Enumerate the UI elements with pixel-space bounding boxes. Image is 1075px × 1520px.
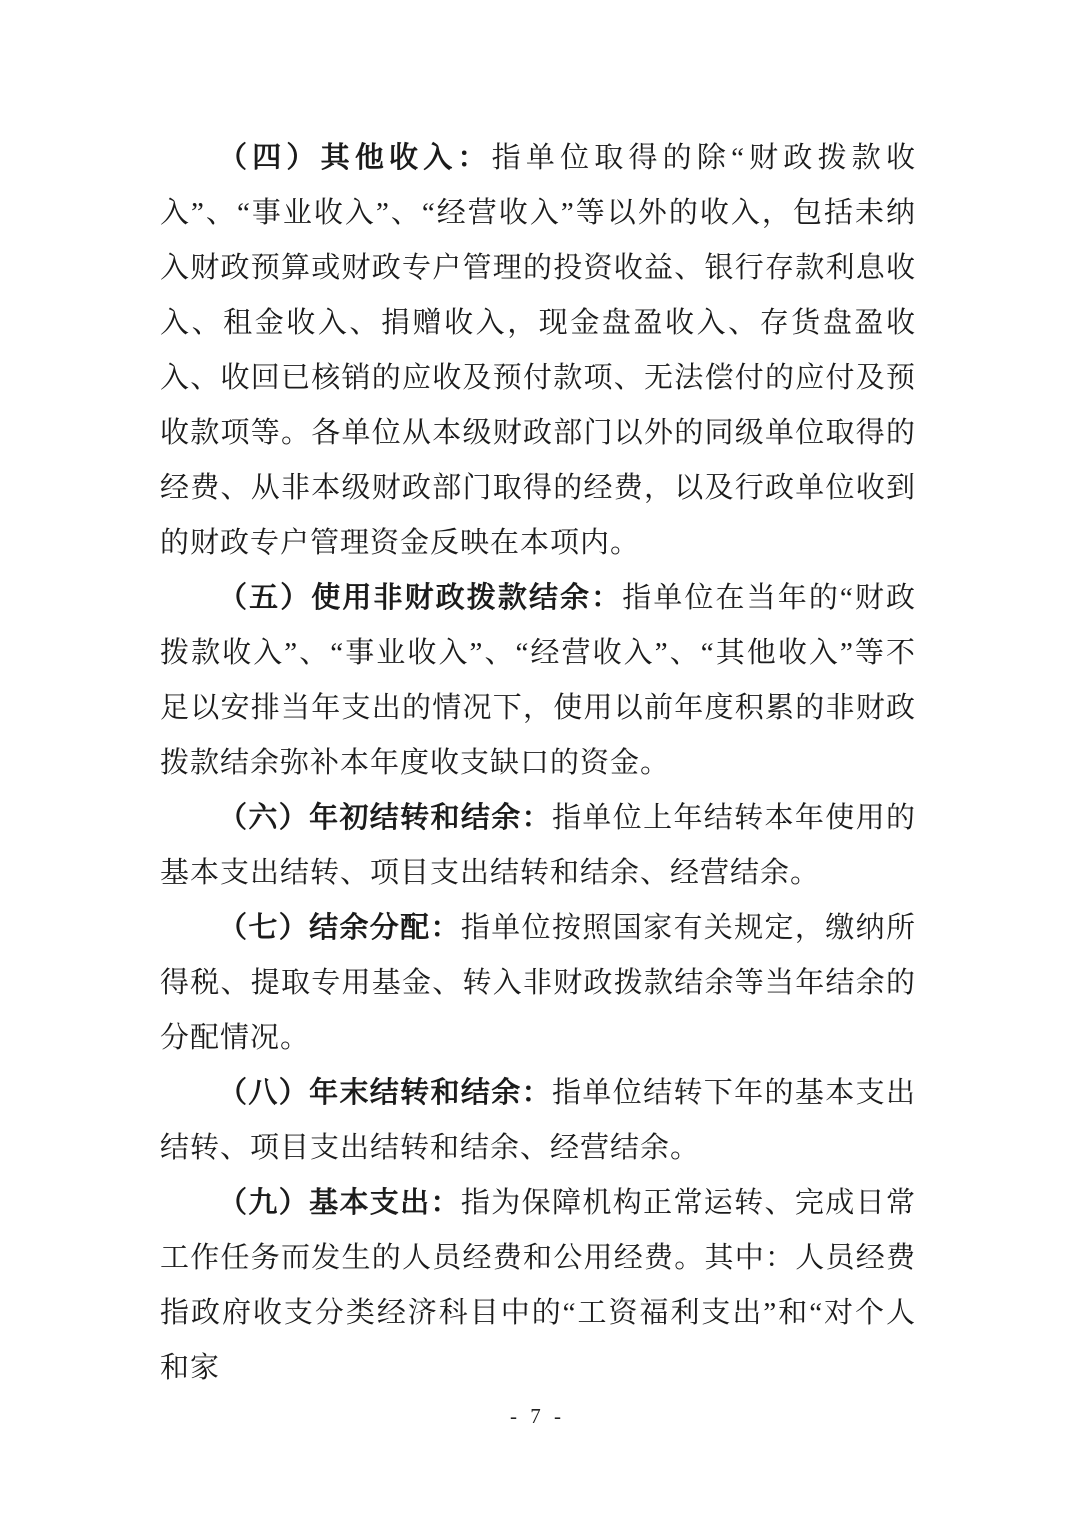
paragraph-heading: （六）年初结转和结余： bbox=[218, 802, 552, 834]
paragraph-heading: （五）使用非财政拨款结余： bbox=[218, 582, 623, 614]
paragraph-text: 指单位按照国家有关规定，缴纳所得税、提取专用基金、转入非财政拨款结余等当年结余的分配情况。 bbox=[160, 912, 916, 1054]
paragraph-text: 指单位在当年的“财政拨款收入”、“事业收入”、“经营收入”、“其他收入”等不足以安排当年支出的情况下，使用以前年度积累的非财政拨款结余弥补本年度收支缺口的资金。 bbox=[160, 582, 916, 779]
paragraph-heading: （四）其他收入： bbox=[218, 142, 492, 174]
paragraph-surplus-distribution bbox=[160, 901, 916, 1066]
page-number: - 7 - bbox=[510, 1404, 565, 1428]
paragraph-use-of-non-fiscal-appropriation-surplus bbox=[160, 571, 916, 791]
paragraph-heading: （八）年末结转和结余： bbox=[218, 1077, 552, 1109]
paragraph-other-income bbox=[160, 131, 916, 571]
paragraph-basic-expenditure bbox=[160, 1176, 916, 1396]
paragraph-beginning-year-carryover-and-surplus bbox=[160, 791, 916, 901]
paragraph-heading: （七）结余分配： bbox=[218, 912, 461, 944]
paragraph-text: 指单位取得的除“财政拨款收入”、“事业收入”、“经营收入”等以外的收入，包括未纳入财政预算或财政专户管理的投资收益、银行存款利息收入、租金收入、捐赠收入，现金盘盈收入、存货盘盈收入、收回已核销的应收及预付款项、无法偿付的应付及预收款项等。各单位从本级财政部门以外的同级单位取得的经费、从非本级财政部门取得的经费，以及行政单位收到的财政专户管理资金反映在本项内。 bbox=[160, 142, 916, 559]
paragraph-text: 指单位结转下年的基本支出结转、项目支出结转和结余、经营结余。 bbox=[160, 1077, 916, 1164]
paragraph-heading: （九）基本支出： bbox=[218, 1187, 461, 1219]
paragraph-text: 指单位上年结转本年使用的基本支出结转、项目支出结转和结余、经营结余。 bbox=[160, 802, 916, 889]
paragraph-text: 指为保障机构正常运转、完成日常工作任务而发生的人员经费和公用经费。其中：人员经费指政府收支分类经济科目中的“工资福利支出”和“对个人和家 bbox=[160, 1187, 916, 1384]
paragraph-year-end-carryover-and-surplus bbox=[160, 1066, 916, 1176]
document-body bbox=[160, 131, 916, 1396]
